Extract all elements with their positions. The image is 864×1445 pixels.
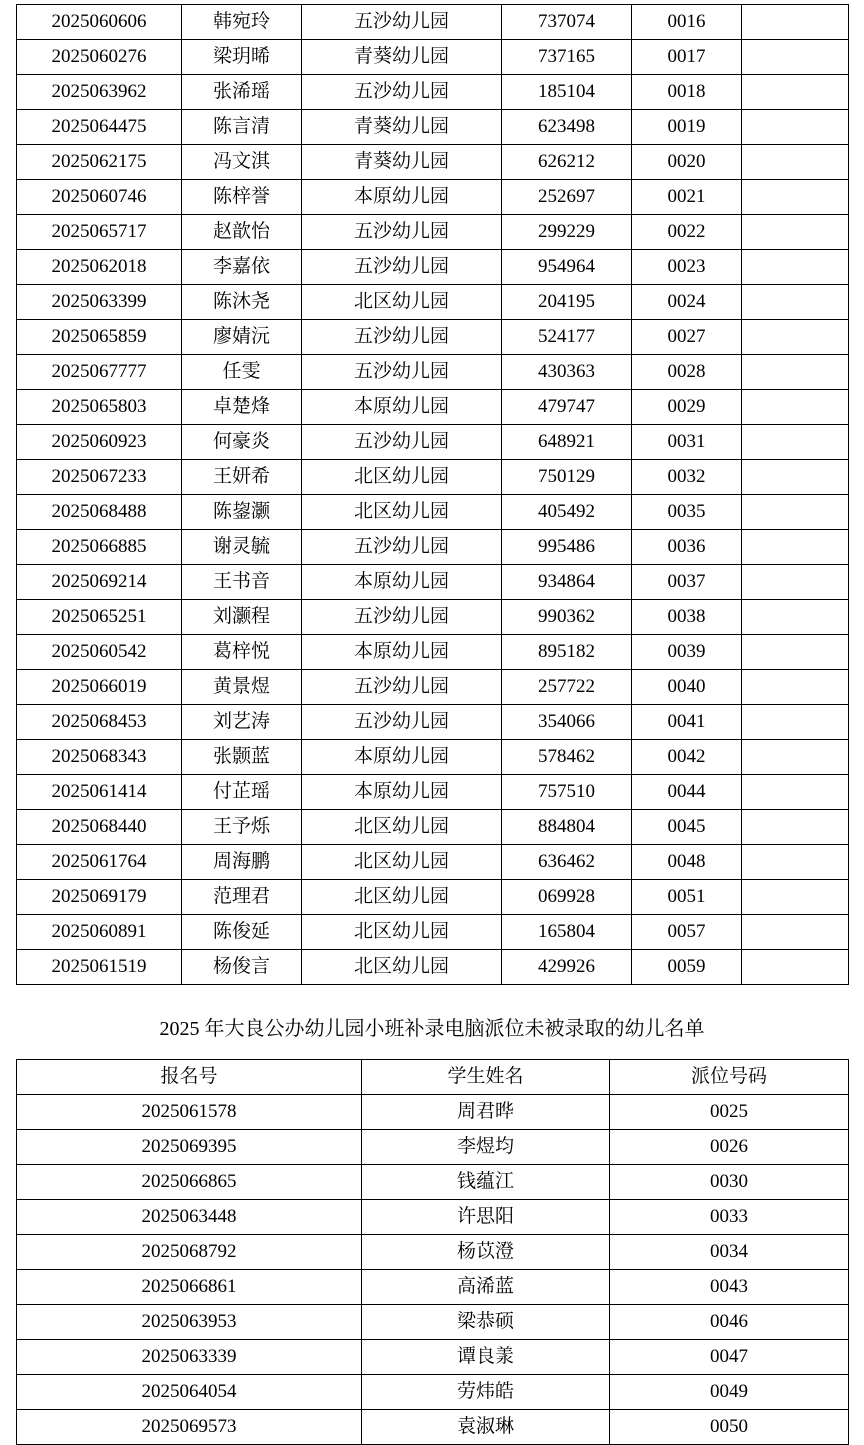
table-cell	[742, 565, 849, 600]
table-cell: 廖婧沅	[182, 320, 302, 355]
table-cell	[742, 530, 849, 565]
table-cell: 0042	[632, 740, 742, 775]
table-cell	[742, 215, 849, 250]
table-cell: 北区幼儿园	[302, 810, 502, 845]
table-cell: 0049	[610, 1375, 849, 1410]
table-cell: 梁玥晞	[182, 40, 302, 75]
table-cell	[742, 145, 849, 180]
table-row	[17, 915, 849, 950]
table-cell: 648921	[502, 425, 632, 460]
table-row	[17, 1165, 849, 1200]
table-row	[17, 390, 849, 425]
table-row	[17, 1270, 849, 1305]
table-cell: 0027	[632, 320, 742, 355]
table-cell: 五沙幼儿园	[302, 670, 502, 705]
table-cell: 2025065803	[17, 390, 182, 425]
table-cell: 0026	[610, 1130, 849, 1165]
table-cell: 2025068488	[17, 495, 182, 530]
table-cell	[742, 495, 849, 530]
table-cell: 0017	[632, 40, 742, 75]
table-cell: 2025069214	[17, 565, 182, 600]
table-cell: 0024	[632, 285, 742, 320]
table-cell: 高浠蓝	[362, 1270, 610, 1305]
table-row	[17, 40, 849, 75]
table-cell: 623498	[502, 110, 632, 145]
table-cell: 0050	[610, 1410, 849, 1445]
table-cell: 0038	[632, 600, 742, 635]
table-cell: 北区幼儿园	[302, 495, 502, 530]
table-cell: 五沙幼儿园	[302, 320, 502, 355]
table-cell: 2025060606	[17, 5, 182, 40]
table-cell: 524177	[502, 320, 632, 355]
table-cell: 0023	[632, 250, 742, 285]
table-cell: 韩宛玲	[182, 5, 302, 40]
not-admitted-table-head	[17, 1060, 849, 1095]
table-cell: 本原幼儿园	[302, 775, 502, 810]
table-cell: 青葵幼儿园	[302, 40, 502, 75]
table-cell: 五沙幼儿园	[302, 705, 502, 740]
table-cell: 2025066861	[17, 1270, 362, 1305]
table-row	[17, 1340, 849, 1375]
table-cell: 袁淑琳	[362, 1410, 610, 1445]
table-row	[17, 775, 849, 810]
table-row	[17, 1095, 849, 1130]
table-cell	[742, 285, 849, 320]
table-cell: 陈言清	[182, 110, 302, 145]
table-cell: 本原幼儿园	[302, 390, 502, 425]
table-cell: 2025068453	[17, 705, 182, 740]
table-cell: 陈沐尧	[182, 285, 302, 320]
table-cell: 0045	[632, 810, 742, 845]
table-cell: 何豪炎	[182, 425, 302, 460]
table-cell: 付芷瑶	[182, 775, 302, 810]
table-cell: 2025061519	[17, 950, 182, 985]
table-cell: 0019	[632, 110, 742, 145]
table-cell: 任雯	[182, 355, 302, 390]
table-cell: 0039	[632, 635, 742, 670]
table-cell: 本原幼儿园	[302, 635, 502, 670]
table-row	[17, 1410, 849, 1445]
table-row	[17, 425, 849, 460]
table-cell: 本原幼儿园	[302, 180, 502, 215]
table-cell	[742, 740, 849, 775]
table-cell	[742, 390, 849, 425]
table-cell: 2025063448	[17, 1200, 362, 1235]
table-cell: 北区幼儿园	[302, 950, 502, 985]
table-cell	[742, 915, 849, 950]
table-row	[17, 845, 849, 880]
table-cell: 2025062175	[17, 145, 182, 180]
table-cell: 0057	[632, 915, 742, 950]
table-cell: 本原幼儿园	[302, 565, 502, 600]
table-cell: 2025060276	[17, 40, 182, 75]
table-cell: 479747	[502, 390, 632, 425]
table-row	[17, 75, 849, 110]
table-cell: 北区幼儿园	[302, 460, 502, 495]
table-cell: 204195	[502, 285, 632, 320]
table-cell: 周海鹏	[182, 845, 302, 880]
table-row	[17, 495, 849, 530]
table-cell: 陈鋆灏	[182, 495, 302, 530]
table-cell	[742, 845, 849, 880]
table-cell: 0031	[632, 425, 742, 460]
table-row	[17, 1305, 849, 1340]
table-cell: 五沙幼儿园	[302, 215, 502, 250]
table-cell: 2025068792	[17, 1235, 362, 1270]
table-cell: 405492	[502, 495, 632, 530]
table-cell: 赵歆怡	[182, 215, 302, 250]
table-cell: 五沙幼儿园	[302, 600, 502, 635]
table-row	[17, 705, 849, 740]
table-row	[17, 285, 849, 320]
table-cell: 梁恭硕	[362, 1305, 610, 1340]
table-cell: 2025069573	[17, 1410, 362, 1445]
table-cell: 0033	[610, 1200, 849, 1235]
table-cell: 青葵幼儿园	[302, 110, 502, 145]
table-row	[17, 1200, 849, 1235]
table-cell: 谭良羕	[362, 1340, 610, 1375]
table-row	[17, 530, 849, 565]
table-cell: 354066	[502, 705, 632, 740]
table-cell: 069928	[502, 880, 632, 915]
table-cell: 杨苡澄	[362, 1235, 610, 1270]
table-cell: 0030	[610, 1165, 849, 1200]
table-cell: 2025069395	[17, 1130, 362, 1165]
table-cell	[742, 355, 849, 390]
table-cell: 杨俊言	[182, 950, 302, 985]
column-header-registration-number: 报名号	[17, 1060, 362, 1095]
table-cell: 黄景煜	[182, 670, 302, 705]
table-row	[17, 670, 849, 705]
table-cell: 2025067777	[17, 355, 182, 390]
table-cell	[742, 40, 849, 75]
table-cell	[742, 250, 849, 285]
table-cell: 许思阳	[362, 1200, 610, 1235]
table-cell: 0040	[632, 670, 742, 705]
table-cell: 165804	[502, 915, 632, 950]
table-cell: 范理君	[182, 880, 302, 915]
table-cell: 张浠瑶	[182, 75, 302, 110]
table-cell: 0046	[610, 1305, 849, 1340]
column-header-lottery-number: 派位号码	[610, 1060, 849, 1095]
table-cell: 2025065859	[17, 320, 182, 355]
table-cell: 2025062018	[17, 250, 182, 285]
table-row	[17, 110, 849, 145]
table-cell: 张颢蓝	[182, 740, 302, 775]
table-cell: 0047	[610, 1340, 849, 1375]
table-cell: 本原幼儿园	[302, 740, 502, 775]
table-cell: 0020	[632, 145, 742, 180]
table-cell	[742, 950, 849, 985]
table-cell: 冯文淇	[182, 145, 302, 180]
table-row	[17, 635, 849, 670]
table-cell: 0041	[632, 705, 742, 740]
table-cell	[742, 75, 849, 110]
table-cell: 2025066865	[17, 1165, 362, 1200]
table-cell	[742, 110, 849, 145]
table-cell: 737074	[502, 5, 632, 40]
table-row	[17, 145, 849, 180]
table-cell: 0016	[632, 5, 742, 40]
table-row	[17, 1375, 849, 1410]
table-cell	[742, 775, 849, 810]
table-cell: 0043	[610, 1270, 849, 1305]
table-row	[17, 460, 849, 495]
table-row	[17, 180, 849, 215]
table-cell: 2025063962	[17, 75, 182, 110]
table-cell: 北区幼儿园	[302, 845, 502, 880]
table-cell: 257722	[502, 670, 632, 705]
table-cell: 2025063399	[17, 285, 182, 320]
table-cell: 0048	[632, 845, 742, 880]
table-cell: 884804	[502, 810, 632, 845]
table-cell: 0034	[610, 1235, 849, 1270]
table-cell	[742, 810, 849, 845]
table-cell: 陈俊延	[182, 915, 302, 950]
table-cell: 2025065251	[17, 600, 182, 635]
table-cell: 737165	[502, 40, 632, 75]
table-cell: 2025061578	[17, 1095, 362, 1130]
table-cell: 2025066019	[17, 670, 182, 705]
table-cell	[742, 880, 849, 915]
table-cell: 王予烁	[182, 810, 302, 845]
table-cell: 990362	[502, 600, 632, 635]
table-cell: 2025065717	[17, 215, 182, 250]
table-cell: 劳炜皓	[362, 1375, 610, 1410]
table-cell: 0028	[632, 355, 742, 390]
table-cell: 2025064054	[17, 1375, 362, 1410]
table-cell: 0035	[632, 495, 742, 530]
table-cell	[742, 705, 849, 740]
table-row	[17, 740, 849, 775]
not-admitted-title: 2025 年大良公办幼儿园小班补录电脑派位未被录取的幼儿名单	[159, 1018, 705, 1040]
table-row	[17, 355, 849, 390]
table-cell	[742, 5, 849, 40]
table-cell: 2025061414	[17, 775, 182, 810]
table-cell	[742, 635, 849, 670]
table-cell: 0037	[632, 565, 742, 600]
table-cell: 0036	[632, 530, 742, 565]
table-cell: 王妍希	[182, 460, 302, 495]
column-header-student-name: 学生姓名	[362, 1060, 610, 1095]
table-cell: 钱蕴江	[362, 1165, 610, 1200]
table-cell: 葛梓悦	[182, 635, 302, 670]
table-cell: 429926	[502, 950, 632, 985]
table-row	[17, 215, 849, 250]
table-cell: 五沙幼儿园	[302, 75, 502, 110]
table-cell: 李煜均	[362, 1130, 610, 1165]
table-cell: 252697	[502, 180, 632, 215]
admitted-table-body	[17, 5, 849, 985]
table-row	[17, 950, 849, 985]
table-cell: 0051	[632, 880, 742, 915]
table-cell: 185104	[502, 75, 632, 110]
not-admitted-children-table	[16, 1059, 849, 1445]
table-cell: 757510	[502, 775, 632, 810]
table-cell: 0022	[632, 215, 742, 250]
table-row	[17, 320, 849, 355]
table-cell: 五沙幼儿园	[302, 5, 502, 40]
table-cell: 2025060542	[17, 635, 182, 670]
table-cell: 0021	[632, 180, 742, 215]
table-cell	[742, 180, 849, 215]
table-cell: 卓楚烽	[182, 390, 302, 425]
table-cell: 0018	[632, 75, 742, 110]
table-cell	[742, 600, 849, 635]
table-cell: 0032	[632, 460, 742, 495]
table-cell	[742, 425, 849, 460]
table-cell: 626212	[502, 145, 632, 180]
table-cell: 895182	[502, 635, 632, 670]
table-cell: 934864	[502, 565, 632, 600]
table-cell: 0029	[632, 390, 742, 425]
table-cell: 2025066885	[17, 530, 182, 565]
table-cell: 578462	[502, 740, 632, 775]
table-row	[17, 250, 849, 285]
table-row	[17, 1235, 849, 1270]
table-cell: 2025061764	[17, 845, 182, 880]
table-cell: 0059	[632, 950, 742, 985]
table-cell: 王书音	[182, 565, 302, 600]
table-cell: 五沙幼儿园	[302, 530, 502, 565]
table-cell: 2025063339	[17, 1340, 362, 1375]
table-cell: 750129	[502, 460, 632, 495]
table-row	[17, 600, 849, 635]
not-admitted-table-body	[17, 1095, 849, 1445]
table-cell: 299229	[502, 215, 632, 250]
table-cell: 周君晔	[362, 1095, 610, 1130]
table-cell: 北区幼儿园	[302, 880, 502, 915]
table-cell: 2025064475	[17, 110, 182, 145]
table-cell: 2025067233	[17, 460, 182, 495]
table-cell: 2025068440	[17, 810, 182, 845]
table-cell: 刘艺涛	[182, 705, 302, 740]
table-cell: 954964	[502, 250, 632, 285]
table-cell: 五沙幼儿园	[302, 425, 502, 460]
table-cell: 青葵幼儿园	[302, 145, 502, 180]
table-cell: 636462	[502, 845, 632, 880]
table-cell: 0025	[610, 1095, 849, 1130]
table-row	[17, 880, 849, 915]
table-header-row	[17, 1060, 849, 1095]
table-cell: 五沙幼儿园	[302, 355, 502, 390]
table-cell	[742, 670, 849, 705]
table-cell: 2025060891	[17, 915, 182, 950]
table-row	[17, 810, 849, 845]
table-cell: 430363	[502, 355, 632, 390]
table-row	[17, 565, 849, 600]
table-cell	[742, 320, 849, 355]
table-row	[17, 1130, 849, 1165]
table-cell: 北区幼儿园	[302, 915, 502, 950]
table-cell: 0044	[632, 775, 742, 810]
table-cell: 2025063953	[17, 1305, 362, 1340]
table-cell: 谢灵毓	[182, 530, 302, 565]
table-cell: 李嘉依	[182, 250, 302, 285]
table-cell: 北区幼儿园	[302, 285, 502, 320]
table-cell: 995486	[502, 530, 632, 565]
table-row	[17, 5, 849, 40]
admitted-children-table	[16, 4, 849, 985]
table-cell: 2025068343	[17, 740, 182, 775]
table-cell: 五沙幼儿园	[302, 250, 502, 285]
table-cell: 2025060746	[17, 180, 182, 215]
table-cell: 陈梓誉	[182, 180, 302, 215]
table-cell: 2025060923	[17, 425, 182, 460]
table-cell: 2025069179	[17, 880, 182, 915]
table-cell: 刘灏程	[182, 600, 302, 635]
table-cell	[742, 460, 849, 495]
